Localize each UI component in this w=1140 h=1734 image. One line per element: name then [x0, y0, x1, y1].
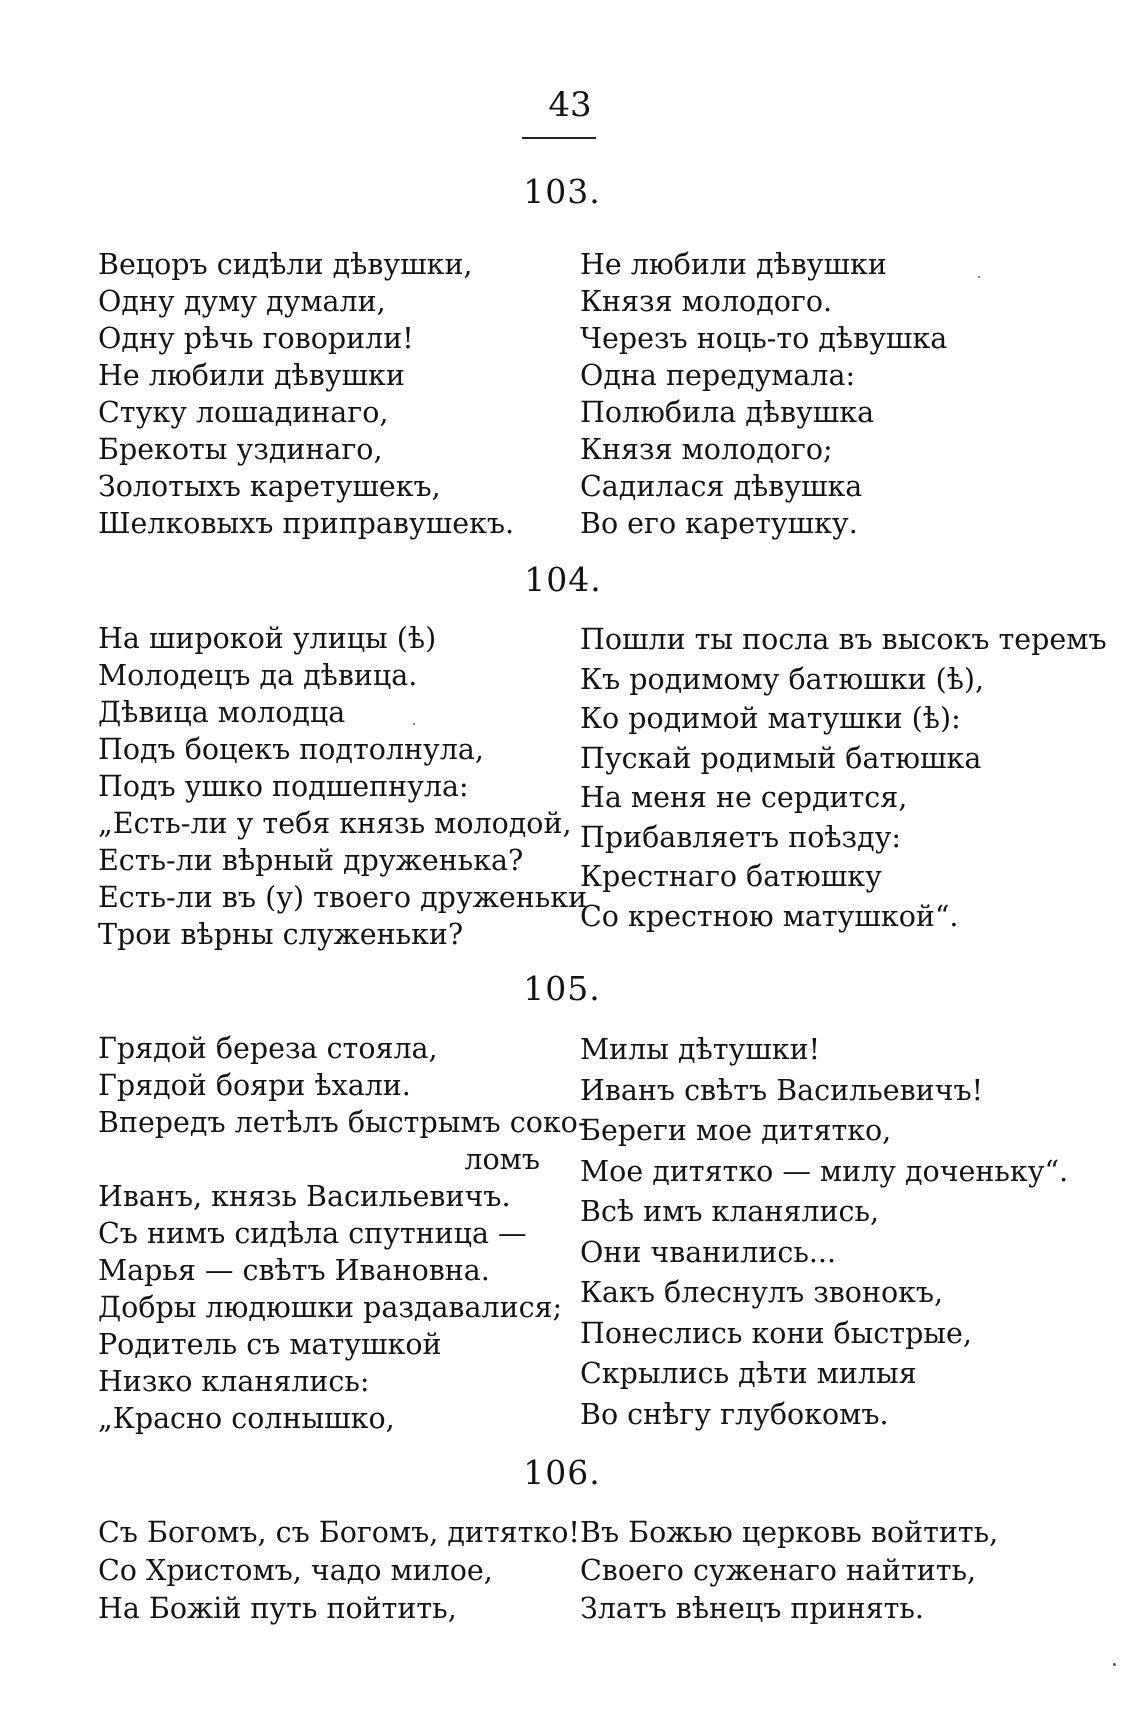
verse-line: Съ нимъ сидѣла спутница —: [98, 1217, 527, 1250]
verse-line: На широкой улицы (ѣ): [98, 622, 437, 655]
verse-line: Пускай родимый батюшка: [580, 741, 982, 775]
verse-line: Подъ ушко подшепнула:: [98, 770, 469, 803]
verse-line: Впередъ летѣлъ быстрымъ соко-: [98, 1106, 588, 1139]
verse-line: Садилася дѣвушка: [580, 470, 863, 503]
verse-line: Есть-ли вѣрный друженька?: [98, 844, 524, 877]
verse-line: „Есть-ли у тебя князь молодой,: [98, 807, 572, 840]
verse-line: Со крестною матушкой“.: [580, 899, 959, 933]
poem-number-104: 104.: [524, 560, 602, 599]
poem-106-left-column: [98, 1514, 580, 1628]
verse-line: Стуку лошадинаго,: [98, 396, 389, 429]
verse-line: Черезъ ноць-то дѣвушка: [580, 322, 948, 355]
verse-line: Мое дитятко — милу доченьку“.: [580, 1154, 1069, 1188]
verse-line: На Божій путь пойтить,: [98, 1592, 457, 1625]
verse-line: Златъ вѣнецъ принять.: [580, 1592, 924, 1625]
verse-line: Подъ боцекъ подтолнула,: [98, 733, 484, 766]
verse-line: Къ родимому батюшки (ѣ),: [580, 662, 985, 696]
verse-line: Во снѣгу глубокомъ.: [580, 1397, 889, 1431]
verse-line: Добры людюшки раздавалися;: [98, 1291, 563, 1324]
poem-106-right-column: [580, 1514, 998, 1628]
verse-line: Низко кланялись:: [98, 1365, 370, 1398]
verse-line: Дѣвица молодца: [98, 696, 346, 729]
verse-line: Полюбила дѣвушка: [580, 396, 875, 429]
verse-line: Милы дѣтушки!: [580, 1033, 821, 1066]
page-number-rule: [522, 137, 596, 139]
page-number: 43: [548, 85, 592, 125]
verse-line: Со Христомъ, чадо милое,: [98, 1554, 493, 1587]
verse-line: Шелковыхъ приправушекъ.: [98, 507, 515, 540]
verse-line: Въ Божью церковь войтить,: [580, 1516, 999, 1549]
verse-line: Трои вѣрны служеньки?: [98, 918, 464, 951]
verse-line: Грядой бояри ѣхали.: [98, 1069, 411, 1102]
verse-line: Иванъ свѣтъ Васильевичъ!: [580, 1073, 984, 1107]
verse-line: Понеслись кони быстрые,: [580, 1316, 972, 1350]
verse-line: Какъ блеснулъ звонокъ,: [580, 1276, 944, 1309]
verse-line: Одну рѣчь говорили!: [98, 322, 414, 355]
poem-number-106: 106.: [523, 1453, 601, 1492]
verse-line: Пошли ты посла въ высокъ теремъ: [580, 623, 1107, 656]
verse-line: На меня не сердится,: [580, 781, 908, 814]
verse-line: Прибавляетъ поѣзду:: [580, 820, 902, 854]
verse-line: Князя молодого.: [580, 285, 833, 318]
verse-line: Не любили дѣвушки: [98, 359, 405, 392]
print-speck: [1113, 1663, 1116, 1666]
verse-line: Скрылись дѣти милыя: [580, 1357, 917, 1390]
verse-line: Крестнаго батюшку: [580, 860, 882, 893]
poem-number-103: 103.: [523, 172, 601, 211]
verse-line: Марья — свѣтъ Ивановна.: [98, 1254, 490, 1287]
poem-105-left-column: [98, 1030, 587, 1437]
verse-line: Во его каретушку.: [580, 507, 858, 540]
verse-line: Всѣ имъ кланялись,: [580, 1195, 880, 1228]
verse-line: Грядой береза стояла,: [98, 1032, 438, 1065]
verse-line: Родитель съ матушкой: [98, 1328, 442, 1361]
poem-104-left-column: [98, 620, 587, 953]
verse-line: Они чванились...: [580, 1235, 837, 1269]
verse-line: Вецоръ сидѣли дѣвушки,: [98, 248, 473, 281]
verse-line: Золотыхъ каретушекъ,: [98, 470, 441, 503]
poem-number-105: 105.: [523, 969, 601, 1008]
poem-104-right-column: [580, 620, 1107, 936]
verse-line: Иванъ, князь Васильевичъ.: [98, 1180, 511, 1213]
poem-103-right-column: [580, 246, 947, 542]
verse-line: Одну думу думали,: [98, 285, 386, 318]
verse-line: Есть-ли въ (у) твоего друженьки: [98, 881, 588, 914]
verse-line: Своего суженаго найтить,: [580, 1554, 977, 1587]
poem-105-right-column: [580, 1030, 1068, 1435]
verse-line: Съ Богомъ, съ Богомъ, дитятко!: [98, 1516, 580, 1549]
verse-line-continuation: ломъ: [464, 1143, 540, 1176]
verse-line: Брекоты уздинаго,: [98, 433, 383, 466]
verse-line: „Красно солнышко,: [98, 1402, 395, 1435]
verse-line: Одна передумала:: [580, 359, 856, 392]
print-speck: [413, 723, 415, 725]
verse-line: Береги мое дитятко,: [580, 1114, 892, 1147]
print-speck: [978, 276, 980, 278]
verse-line: Ко родимой матушки (ѣ):: [580, 702, 961, 735]
verse-line: Князя молодого;: [580, 433, 833, 466]
poem-103-left-column: [98, 246, 514, 542]
verse-line: Не любили дѣвушки: [580, 248, 887, 281]
verse-line: Молодецъ да дѣвица.: [98, 659, 418, 692]
